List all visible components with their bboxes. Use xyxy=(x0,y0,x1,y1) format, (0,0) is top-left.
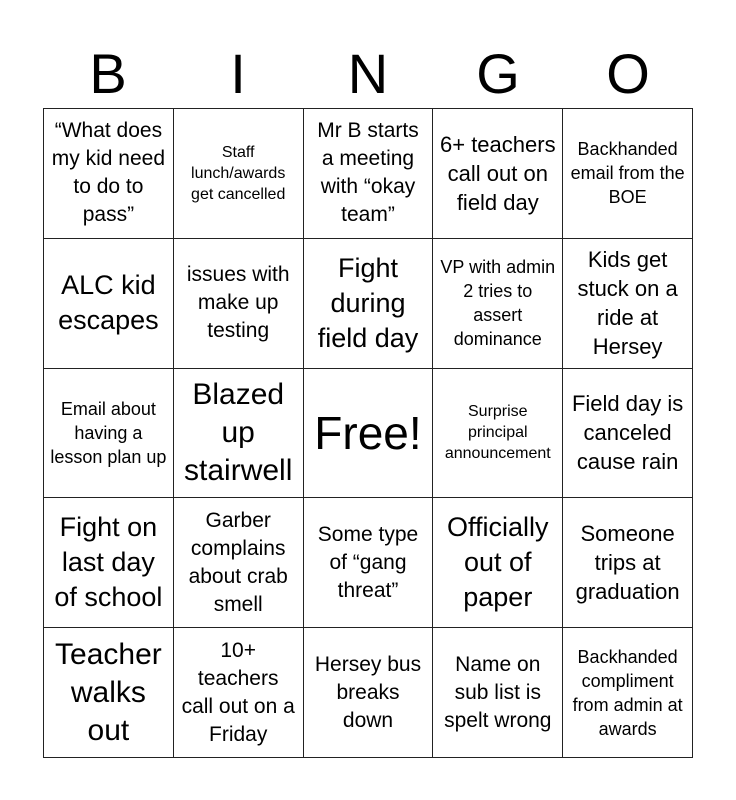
bingo-cell[interactable] xyxy=(433,498,563,628)
bingo-header xyxy=(43,40,693,108)
cell-text: Name on sub list is spelt wrong xyxy=(444,652,552,732)
bingo-grid xyxy=(43,108,693,758)
bingo-cell[interactable] xyxy=(433,628,563,758)
bingo-cell[interactable] xyxy=(44,498,174,628)
bingo-cell[interactable] xyxy=(433,239,563,369)
cell-text: ALC kid escapes xyxy=(58,270,159,336)
cell-text: Teacher walks out xyxy=(55,637,162,747)
bingo-cell[interactable] xyxy=(433,109,563,239)
cell-text: Officially out of paper xyxy=(447,512,549,613)
bingo-cell[interactable] xyxy=(304,498,434,628)
bingo-cell[interactable] xyxy=(174,239,304,369)
cell-text: Surprise principal announcement xyxy=(444,403,551,463)
cell-text: VP with admin 2 tries to assert dominance xyxy=(440,257,556,350)
bingo-cell[interactable] xyxy=(563,239,693,369)
bingo-cell[interactable] xyxy=(304,109,434,239)
bingo-cell[interactable] xyxy=(44,239,174,369)
cell-text: “What does my kid need to do to pass” xyxy=(51,119,166,227)
cell-text: Backhanded compliment from admin at awards xyxy=(572,646,683,739)
cell-text: Someone trips at graduation xyxy=(575,521,680,605)
bingo-cell[interactable] xyxy=(563,498,693,628)
bingo-cell[interactable] xyxy=(44,628,174,758)
bingo-cell[interactable] xyxy=(44,369,174,499)
cell-text: Email about having a lesson plan up xyxy=(50,398,167,467)
bingo-cell[interactable] xyxy=(563,109,693,239)
free-space-cell[interactable] xyxy=(304,369,434,499)
cell-text: Staff lunch/awards get cancelled xyxy=(191,143,286,203)
header-letter-i: I xyxy=(230,42,246,105)
bingo-cell[interactable] xyxy=(174,109,304,239)
cell-text: issues with make up testing xyxy=(186,263,290,343)
header-letter-o: O xyxy=(606,42,650,105)
cell-text: Kids get stuck on a ride at Hersey xyxy=(577,247,678,360)
bingo-cell[interactable] xyxy=(174,628,304,758)
cell-text: Mr B starts a meeting with “okay team” xyxy=(317,119,419,227)
cell-text: Blazed up stairwell xyxy=(184,377,293,487)
header-letter-n: N xyxy=(347,42,389,105)
cell-text: Fight during field day xyxy=(317,252,419,353)
header-letter-g: G xyxy=(476,42,520,105)
bingo-cell[interactable] xyxy=(563,369,693,499)
header-letter-b: B xyxy=(89,42,127,105)
cell-text: Fight on last day of school xyxy=(54,512,163,613)
cell-text: Backhanded email from the BOE xyxy=(570,139,685,208)
free-space-text: Free! xyxy=(314,406,422,459)
cell-text: Field day is canceled cause rain xyxy=(571,391,684,475)
cell-text: Garber complains about crab smell xyxy=(188,508,288,616)
bingo-cell[interactable] xyxy=(563,628,693,758)
bingo-cell[interactable] xyxy=(44,109,174,239)
cell-text: 10+ teachers call out on a Friday xyxy=(181,638,295,746)
bingo-cell[interactable] xyxy=(304,628,434,758)
bingo-cell[interactable] xyxy=(433,369,563,499)
bingo-cell[interactable] xyxy=(174,498,304,628)
cell-text: Hersey bus breaks down xyxy=(314,652,422,732)
cell-text: Some type of “gang threat” xyxy=(317,522,419,602)
cell-text: 6+ teachers call out on field day xyxy=(440,131,556,215)
bingo-cell[interactable] xyxy=(174,369,304,499)
bingo-cell[interactable] xyxy=(304,239,434,369)
